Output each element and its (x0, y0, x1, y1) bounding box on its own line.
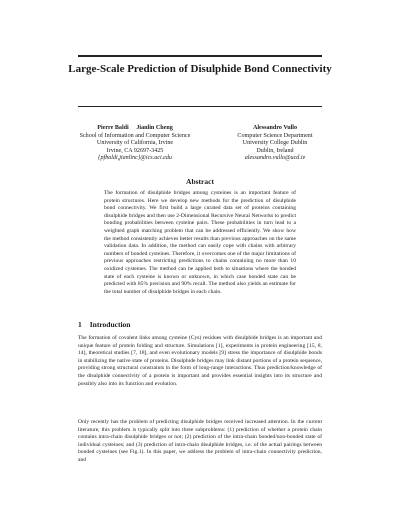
author-names-left: Pierre Baldi Jianlin Cheng (97, 125, 173, 131)
author-group-left (60, 125, 210, 163)
email-right: alessandro.vullo@ucd.ie (244, 155, 306, 162)
paper-title: Large-Scale Prediction of Disulphide Bond Connectivity (68, 63, 332, 75)
affiliation-right-2: University College Dublin (242, 140, 308, 147)
intro-paragraph-2: Only recently has the problem of predicting disulphide bridges received increased attention. In the current literature, this problem is typically split into three subproblems: (1) prediction of whether a protein chain contains intra-chain disulphide bridges or not; (2) prediction of the intra-chain bonded/non-bonded state of individual cysteines; and (3) prediction of intra-chain disulphide bridges, i.e. of the actual pairings between bonded cysteines (see Fig.1). In this paper, we address the problem of intra-chain connectivity prediction, and (78, 419, 322, 463)
section-number: 1 (78, 320, 82, 329)
section-heading-introduction (78, 320, 130, 329)
author-names-right: Alessandro Vullo (252, 125, 298, 131)
abstract-heading: Abstract (186, 177, 214, 186)
email-left: {pfbaldi,jianlinc}@ics.uci.edu (98, 155, 172, 162)
intro-paragraph-1: The formation of covalent links among cysteine (Cys) residues with disulphide bridges is an important and unique feature of protein folding and structure. Simulations [1], experiments in protein engineering [15, 8, 14], theoretical studies [7, 18], and even evolutionary models [9] stress the importance of disulphide bonds in stabilizing the native state of proteins. Disulphide bridges may link distant portions of a protein sequence, providing strong structural constraints in the form of long-range interactions. Thus prediction/knowledge of the disulphide connectivity of a protein is important and provides essential insights into its structure and possibly also into its function and evolution. (78, 335, 322, 387)
address-left: Irvine, CA 92697-3425 (106, 147, 164, 154)
address-right: Dublin, Ireland (256, 147, 294, 154)
affiliation-left-1: School of Information and Computer Science (79, 132, 191, 139)
abstract-body: The formation of disulphide bridges among cysteines is an important feature of protein structures. Here we develop new methods for the prediction of disulphide bond connectivity. We first build a large curated data set of proteins containing disulphide bridges and then use 2-Dimensional Recursive Neural Networks to predict bonding probabilities between cysteine pairs. These probabilities in turn lead to a weighted graph matching problem that can be addressed efficiently. We show how the method consistently achieves better results than previous approaches on the same validation data. In addition, the method can easily cope with chains with arbitrary numbers of bonded cysteines. Therefore, it overcomes one of the major limitations of previous approaches restricting predictions to chains containing no more than 10 oxidized cysteines. The method can be applied both to situations where the bonded state of each cysteine is known or unknown, in which case bonded state can be predicted with 85% precision and 90% recall. The method also yields an estimate for the total number of disulphide bridges in each chain. (104, 190, 296, 295)
affiliation-right-1: Computer Science Department (237, 132, 313, 139)
author-group-right (210, 125, 340, 163)
title-bottom-rule (78, 106, 322, 107)
section-title: Introduction (89, 320, 131, 329)
affiliation-left-2: University of California, Irvine (96, 140, 174, 147)
title-top-rule (78, 55, 322, 57)
